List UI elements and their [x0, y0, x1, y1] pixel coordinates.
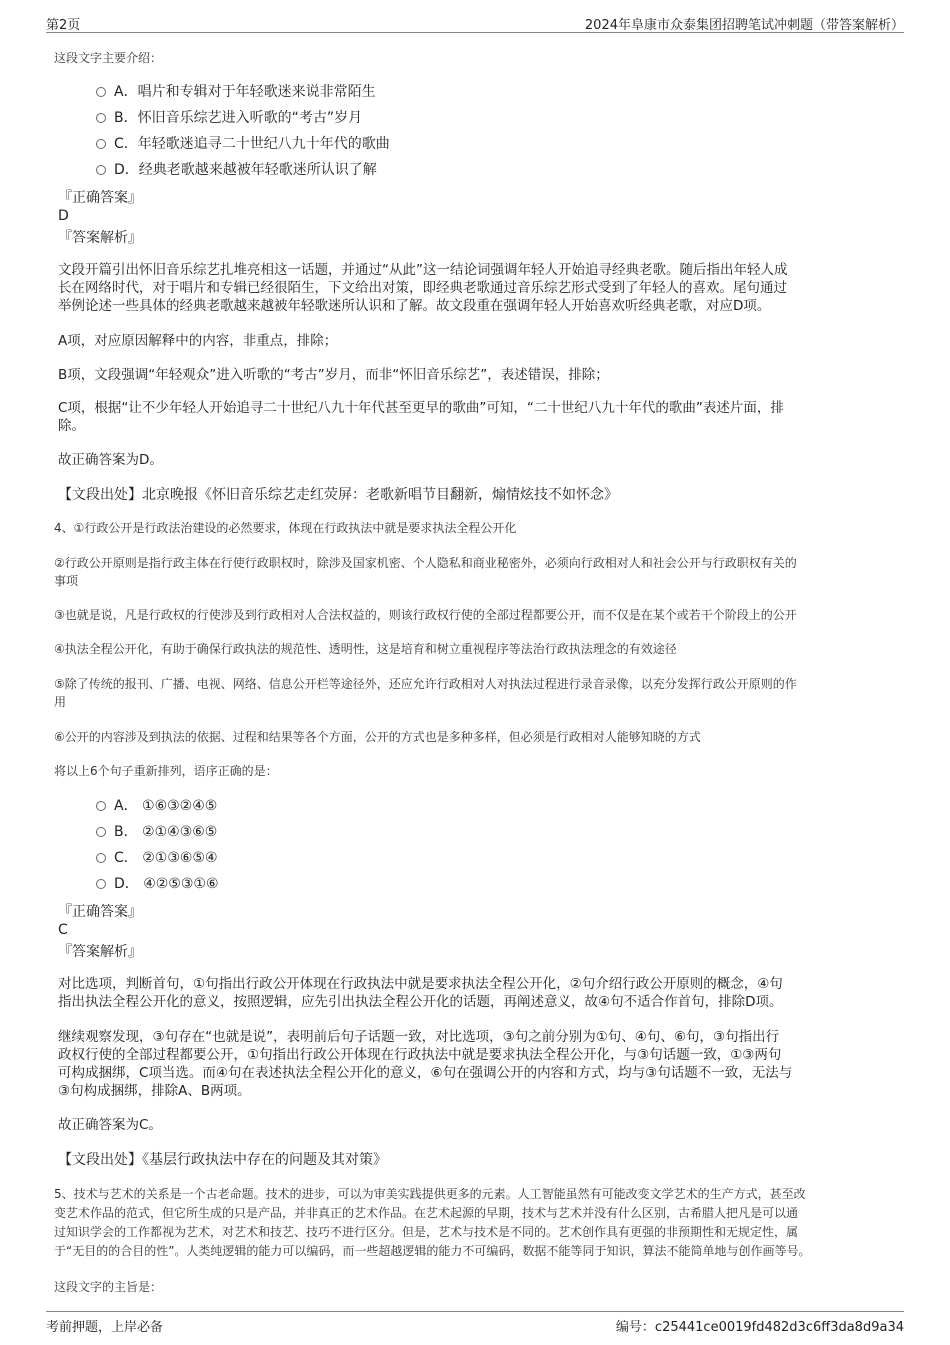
- q3-option-b-note: B项，文段强调“年轻观众”进入听歌的“考古”岁月，而非“怀旧音乐综艺”，表述错误，排除；: [58, 367, 609, 383]
- radio-icon[interactable]: [96, 139, 106, 149]
- radio-icon[interactable]: [96, 827, 106, 837]
- q3-analysis-label: 『答案解析』: [58, 230, 142, 246]
- q5-line-2: 变艺术作品的范式，但它所生成的只是产品，并非真正的艺术作品。在艺术起源的早期，技术与艺术并没有什么区别，古希腊人把凡是可以通: [54, 1206, 799, 1220]
- q5-line-4: 于“无目的的合目的性”。人类纯逻辑的能力可以编码，而一些超越逻辑的能力不可编码，数据不能等同于知识，算法不能简单地与创作画等号。: [54, 1244, 811, 1258]
- q4-option-c[interactable]: C． ②①③⑥⑤④: [96, 848, 218, 868]
- q4-analysis2-line-1: 继续观察发现，③句存在“也就是说”，表明前后句子话题一致，对比选项，③句之前分别为①句、④句、⑥句，③句指出行: [58, 1029, 780, 1045]
- q4-sentence-5-cont: 用: [54, 695, 67, 709]
- q4-sentence-3: ③也就是说，凡是行政权的行使涉及到行政相对人合法权益的，则该行政权行使的全部过程都要公开，而不仅是在某个或若干个阶段上的公开: [54, 608, 797, 622]
- q4-conclusion: 故正确答案为C。: [58, 1117, 162, 1133]
- q3-option-a[interactable]: A．唱片和专辑对于年轻歌迷来说非常陌生: [96, 82, 376, 102]
- q4-answer-label: 『正确答案』: [58, 904, 142, 920]
- q3-option-c-note-line-2: 除。: [58, 418, 85, 434]
- q4-analysis2-line-3: 可构成捆绑，C项当选。而④句在表述执法全程公开化的意义，⑥句在强调公开的内容和方式，均与③句话题不一致，无法与: [58, 1065, 793, 1081]
- footer-slogan: 考前押题，上岸必备: [46, 1320, 164, 1335]
- q3-option-a-note: A项，对应原因解释中的内容，非重点，排除；: [58, 333, 338, 349]
- q3-conclusion: 故正确答案为D。: [58, 452, 163, 468]
- radio-icon[interactable]: [96, 87, 106, 97]
- q4-analysis-line-1: 对比选项，判断首句，①句指出行政公开体现在行政执法中就是要求执法全程公开化，②句介绍行政公开原则的概念，④句: [58, 976, 783, 992]
- q4-sentence-6: ⑥公开的内容涉及到执法的依据、过程和结果等各个方面，公开的方式也是多种多样，但必须是行政相对人能够知晓的方式: [54, 730, 701, 744]
- q3-answer-label: 『正确答案』: [58, 190, 142, 206]
- document-id: 编号：c25441ce0019fd482d3c6ff3da8d9a34: [615, 1320, 904, 1335]
- q4-sentence-2-cont: 事项: [54, 574, 79, 588]
- q3-analysis-line-3: 举例论述一些具体的经典老歌越来越被年轻歌迷所认识和了解。故文段重在强调年轻人开始喜欢听经典老歌，对应D项。: [58, 298, 771, 314]
- page-header: [46, 12, 904, 33]
- q4-analysis-line-2: 指出执法全程公开化的意义，按照逻辑，应先引出执法全程公开化的话题，再阐述意义，故④句不适合作首句，排除D项。: [58, 994, 783, 1010]
- q4-option-b[interactable]: B． ②①④③⑥⑤: [96, 822, 217, 842]
- q3-option-c[interactable]: C．年轻歌迷追寻二十世纪八九十年代的歌曲: [96, 134, 390, 154]
- radio-icon[interactable]: [96, 113, 106, 123]
- q4-sentence-1: 4、①行政公开是行政法治建设的必然要求，体现在行政执法中就是要求执法全程公开化: [54, 521, 517, 535]
- radio-icon[interactable]: [96, 165, 106, 175]
- q3-option-c-note-line-1: C项，根据“让不少年轻人开始追寻二十世纪八九十年代甚至更早的歌曲”可知，“二十世纪八九十年代的歌曲”表述片面，排: [58, 400, 784, 416]
- q4-prompt: 将以上6个句子重新排列，语序正确的是：: [54, 764, 278, 778]
- page-footer: [46, 1311, 904, 1334]
- q4-source: 【文段出处】《基层行政执法中存在的问题及其对策》: [58, 1152, 387, 1168]
- page-number: 第2页: [46, 18, 81, 33]
- q4-sentence-2: ②行政公开原则是指行政主体在行使行政职权时，除涉及国家机密、个人隐私和商业秘密外，必须向行政相对人和社会公开与行政职权有关的: [54, 556, 797, 570]
- radio-icon[interactable]: [96, 801, 106, 811]
- q4-option-d[interactable]: D． ④②⑤③①⑥: [96, 874, 219, 894]
- q5-line-1: 5、技术与艺术的关系是一个古老命题。技术的进步，可以为审美实践提供更多的元素。人工智能虽然有可能改变文学艺术的生产方式，甚至改: [54, 1187, 806, 1201]
- q3-analysis-line-1: 文段开篇引出怀旧音乐综艺扎堆亮相这一话题，并通过“从此”这一结论词强调年轻人开始追寻经典老歌。随后指出年轻人成: [58, 262, 788, 278]
- q3-analysis-line-2: 长在网络时代，对于唱片和专辑已经很陌生，下文给出对策，即经典老歌通过音乐综艺形式受到了年轻人的喜欢。尾句通过: [58, 280, 787, 296]
- q4-sentence-4: ④执法全程公开化，有助于确保行政执法的规范性、透明性，这是培育和树立重视程序等法治行政执法理念的有效途径: [54, 642, 677, 656]
- q5-prompt: 这段文字的主旨是：: [54, 1280, 163, 1294]
- q4-sentence-5: ⑤除了传统的报刊、广播、电视、网络、信息公开栏等途径外，还应允许行政相对人对执法过程进行录音录像，以充分发挥行政公开原则的作: [54, 677, 797, 691]
- q4-analysis2-line-2: 政权行使的全部过程都要公开，①句指出行政公开体现在行政执法中就是要求执法全程公开化，与③句话题一致，①③两句: [58, 1047, 782, 1063]
- q3-prompt: 这段文字主要介绍：: [54, 51, 163, 65]
- q4-answer: C: [58, 922, 68, 938]
- q3-option-b[interactable]: B．怀旧音乐综艺进入听歌的“考古”岁月: [96, 108, 362, 128]
- q4-analysis2-line-4: ③句构成捆绑，排除A、B两项。: [58, 1083, 251, 1099]
- document-title: 2024年阜康市众泰集团招聘笔试冲刺题（带答案解析）: [584, 18, 904, 33]
- q3-option-d[interactable]: D．经典老歌越来越被年轻歌迷所认识了解: [96, 160, 377, 180]
- radio-icon[interactable]: [96, 853, 106, 863]
- q3-source: 【文段出处】北京晚报《怀旧音乐综艺走红荧屏：老歌新唱节目翻新，煽情炫技不如怀念》: [58, 487, 618, 503]
- q3-answer: D: [58, 208, 69, 224]
- q5-line-3: 过知识学会的工作都视为艺术，对艺术和技艺、技巧不进行区分。但是，艺术与技术是不同的。艺术创作具有更强的非预期性和无规定性，属: [54, 1225, 799, 1239]
- radio-icon[interactable]: [96, 879, 106, 889]
- q4-option-a[interactable]: A． ①⑥③②④⑤: [96, 796, 217, 816]
- q4-analysis-label: 『答案解析』: [58, 944, 142, 960]
